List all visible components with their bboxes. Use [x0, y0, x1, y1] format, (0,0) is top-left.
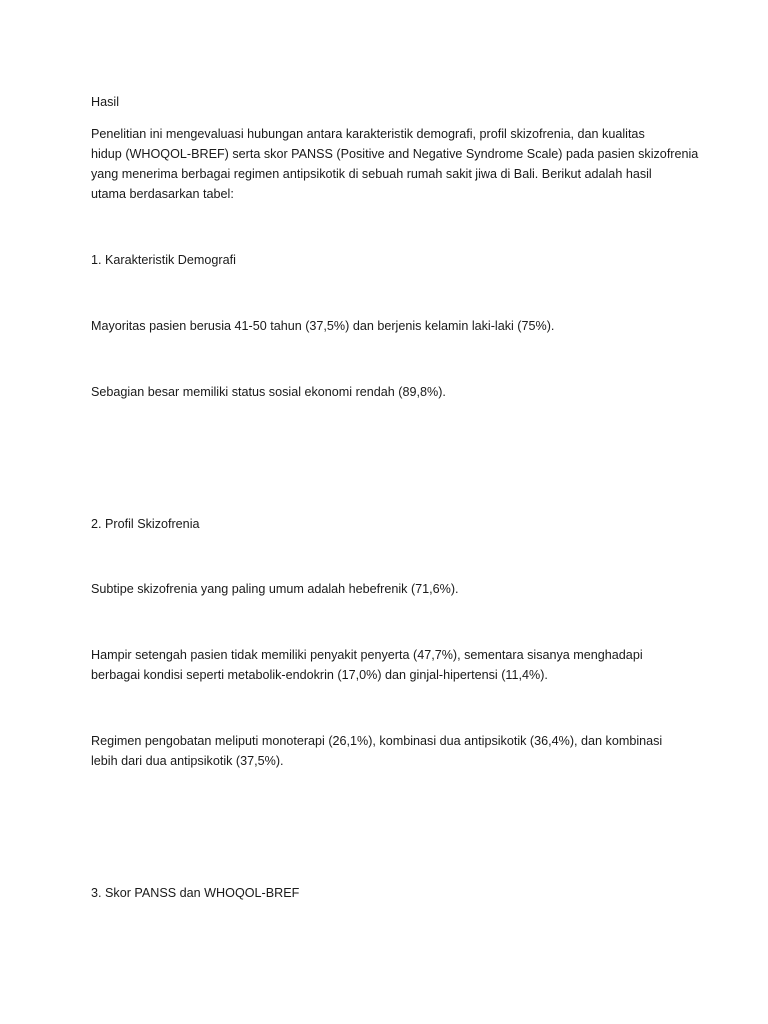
paragraph-line: Regimen pengobatan meliputi monoterapi (26,1%), kombinasi dua antipsikotik (36,4%), dan kombinasi: [91, 734, 663, 748]
profil-paragraph-3: [91, 731, 691, 771]
demografi-paragraph-2: Sebagian besar memiliki status sosial ekonomi rendah (89,8%).: [91, 385, 446, 399]
profil-paragraph-1: Subtipe skizofrenia yang paling umum adalah hebefrenik (71,6%).: [91, 582, 459, 596]
intro-paragraph: [91, 124, 699, 204]
intro-line: utama berdasarkan tabel:: [91, 187, 234, 201]
section-heading-profil: 2. Profil Skizofrenia: [91, 517, 200, 531]
profil-paragraph-2: [91, 645, 691, 685]
intro-line: yang menerima berbagai regimen antipsikotik di sebuah rumah sakit jiwa di Bali. Berikut adalah hasil: [91, 167, 652, 181]
page-title: Hasil: [91, 95, 119, 109]
demografi-paragraph-1: Mayoritas pasien berusia 41-50 tahun (37,5%) dan berjenis kelamin laki-laki (75%).: [91, 319, 555, 333]
intro-line: Penelitian ini mengevaluasi hubungan antara karakteristik demografi, profil skizofrenia, dan kualitas: [91, 127, 645, 141]
section-heading-skor: 3. Skor PANSS dan WHOQOL-BREF: [91, 886, 300, 900]
paragraph-line: berbagai kondisi seperti metabolik-endokrin (17,0%) dan ginjal-hipertensi (11,4%).: [91, 668, 548, 682]
paragraph-line: Hampir setengah pasien tidak memiliki penyakit penyerta (47,7%), sementara sisanya menghadapi: [91, 648, 643, 662]
paragraph-line: lebih dari dua antipsikotik (37,5%).: [91, 754, 284, 768]
intro-line: hidup (WHOQOL-BREF) serta skor PANSS (Positive and Negative Syndrome Scale) pada pasien skizofrenia: [91, 147, 699, 161]
section-heading-demografi: 1. Karakteristik Demografi: [91, 253, 236, 267]
